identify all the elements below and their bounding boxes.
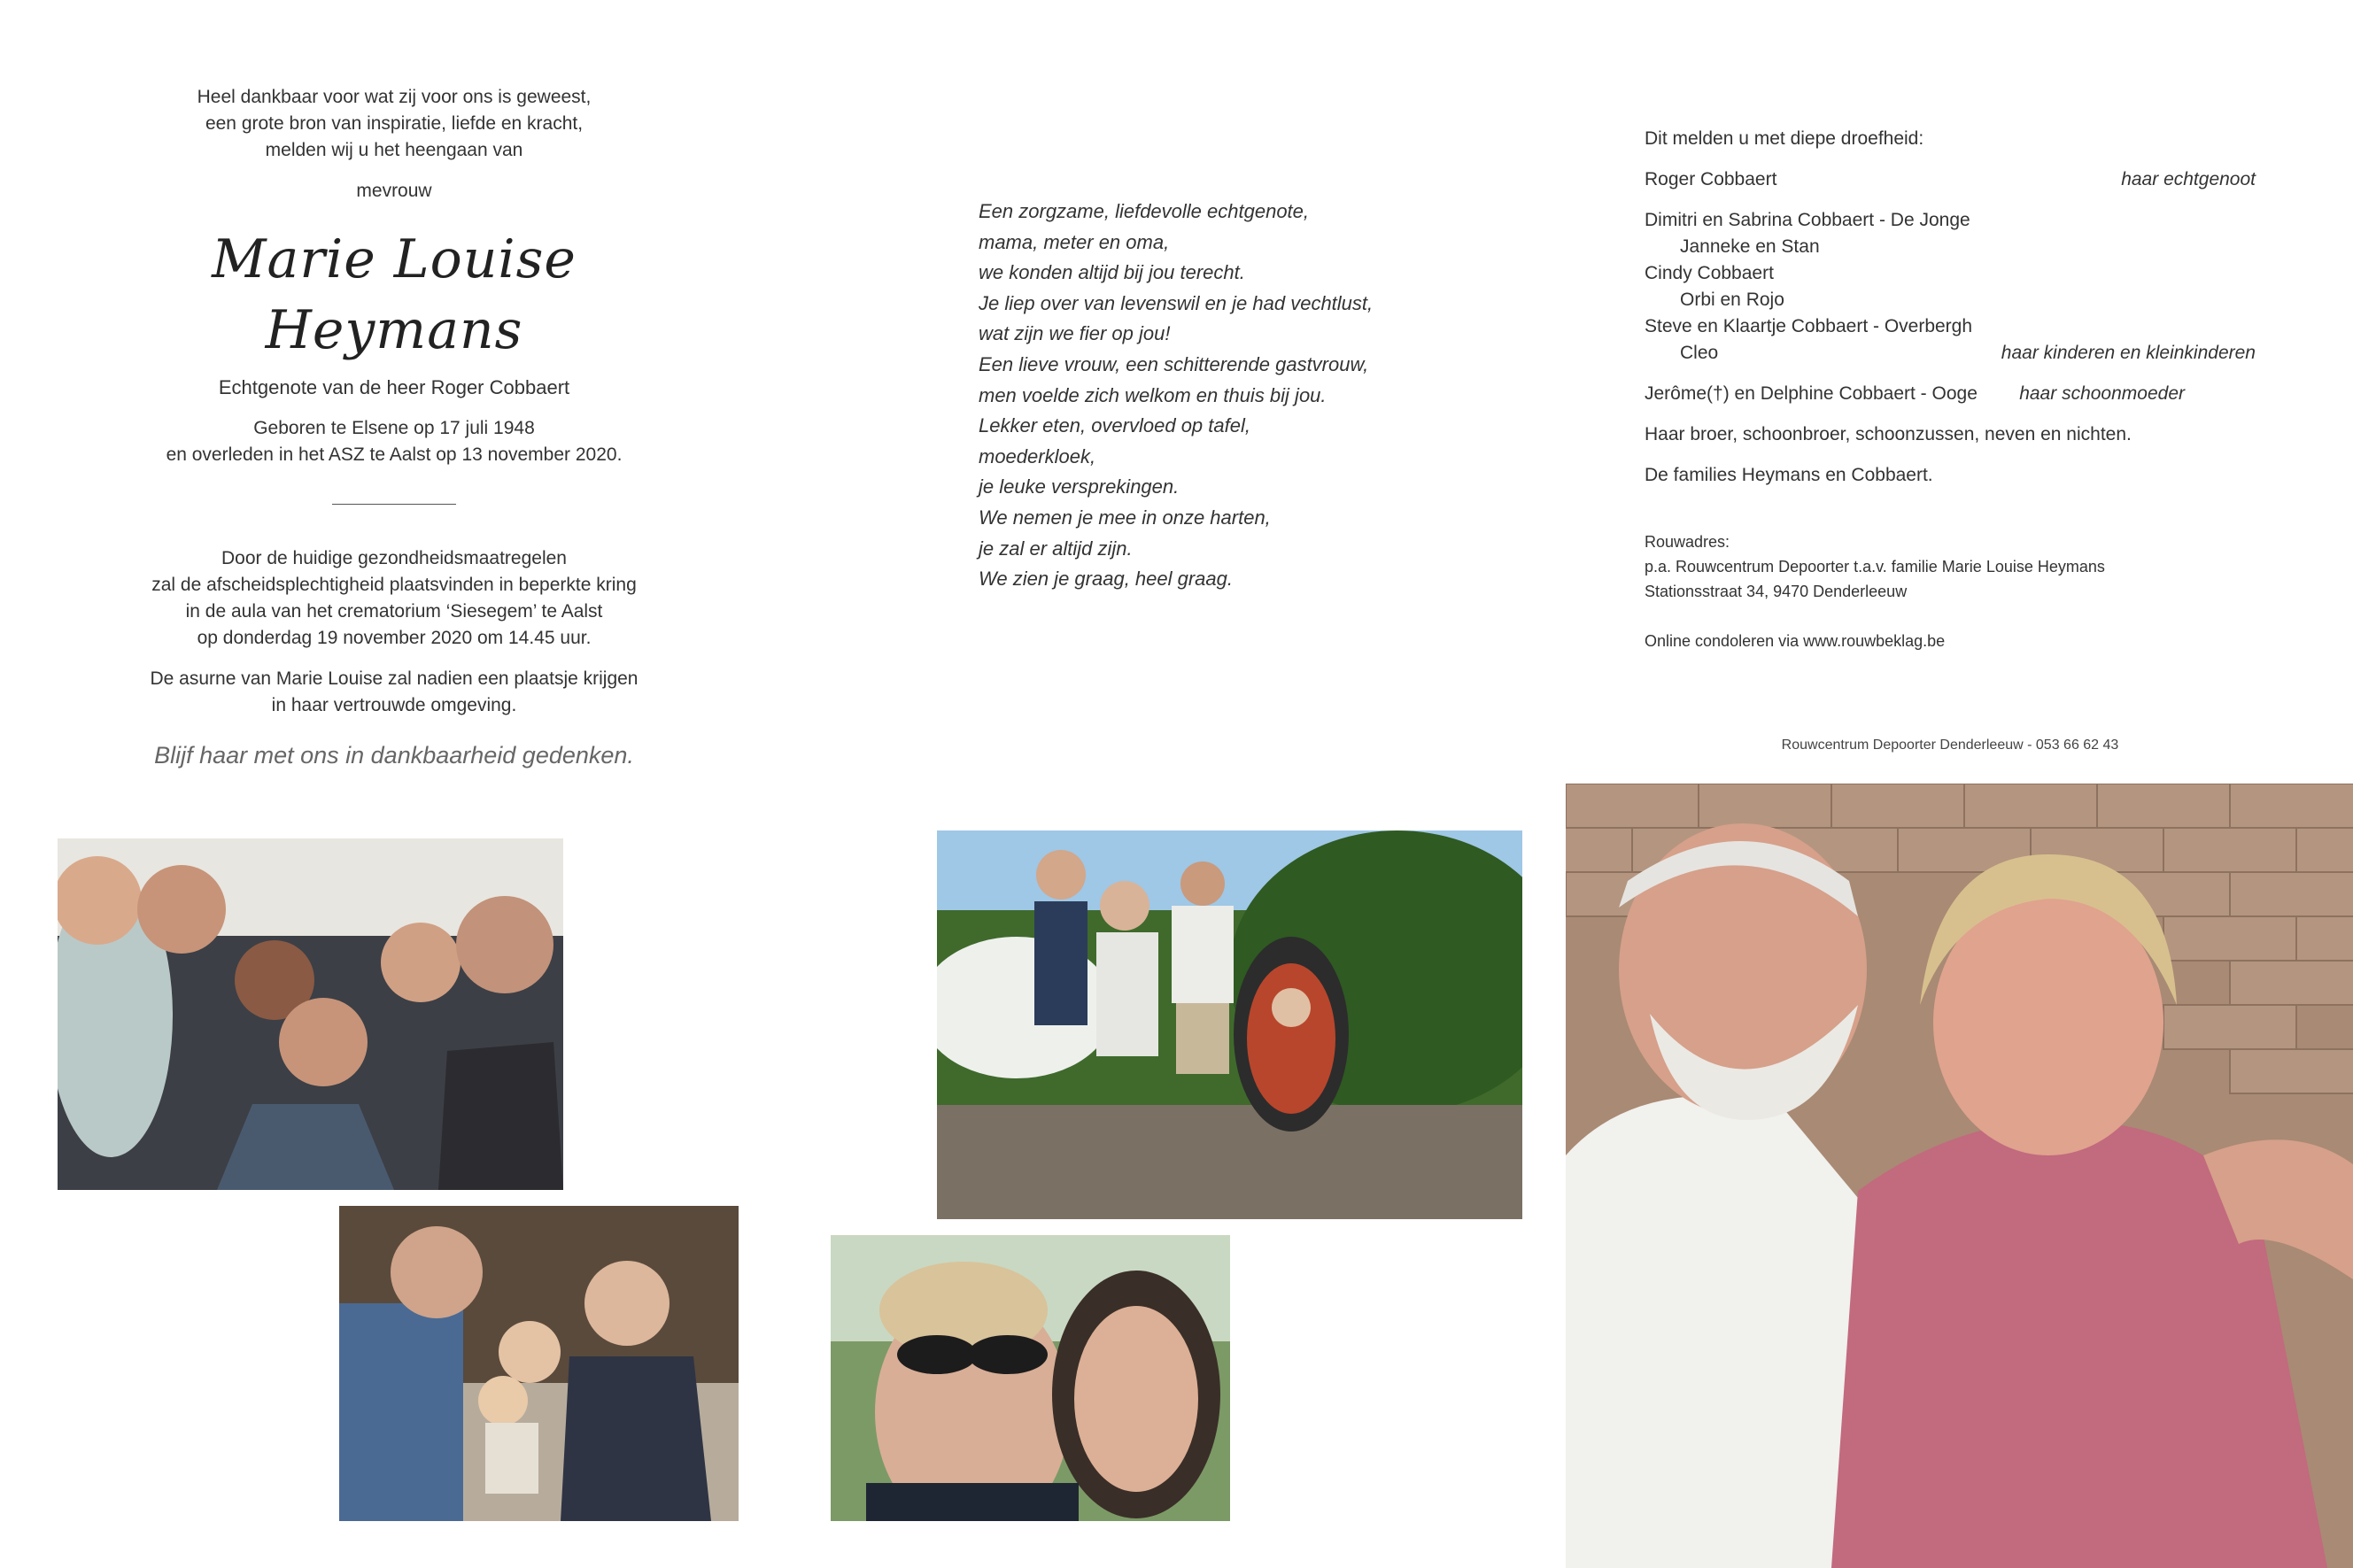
siblings-text: Haar broer, schoonbroer, schoonzussen, neven en nichten. [1645,424,2132,444]
inlaw-relation: haar schoonmoeder [2019,383,2185,404]
garden-photo [937,830,1522,1219]
family-intro-text: Dit melden u met diepe droefheid: [1645,128,1924,149]
child-name: Cindy Cobbaert [1645,263,1774,283]
poem-line: We zien je graag, heel graag. [979,568,1233,591]
couple-photo [1566,784,2353,1568]
husband-name: Roger Cobbaert [1645,169,1777,189]
families-text: De families Heymans en Cobbaert. [1645,465,1933,485]
grandchildren-names: Janneke en Stan [1680,236,1820,257]
poem-line: We nemen je mee in onze harten, [979,506,1271,529]
grandchildren-names: Orbi en Rojo [1680,290,1784,310]
announcement-column [133,84,655,769]
family-row-inlaw [1645,381,2256,407]
ashes-line-1: De asurne van Marie Louise zal nadien een plaatsje krijgen [150,668,639,689]
deceased-name: Marie Louise Heymans [212,228,577,361]
ceremony-line-3: in de aula van het crematorium ‘Siesegem’ te Aalst [185,601,603,622]
families-row [1645,462,2256,489]
family-row-husband [1645,166,2256,193]
spouse-line: Echtgenote van de heer Roger Cobbaert [218,376,570,398]
poem-line: Je liep over van levenswil en je had vechtlust, [979,291,1374,314]
intro-line-2: een grote bron van inspiratie, liefde en kracht, [205,113,584,134]
funeral-home-footer: Rouwcentrum Depoorter Denderleeuw - 053 66 62 43 [1781,738,2119,753]
family-intro [1645,126,2256,152]
salutation: mevrouw [356,181,432,201]
divider [332,504,456,505]
intro-line-1: Heel dankbaar voor wat zij voor ons is geweest, [197,87,592,107]
poem-line: Een lieve vrouw, een schitterende gastvrouw, [979,352,1369,375]
family-row-grandchildren [1645,287,2256,313]
ceremony-line-1: Door de huidige gezondheidsmaatregelen [221,548,567,568]
ashes-line-2: in haar vertrouwde omgeving. [271,695,517,715]
family-photo-group [58,838,563,1190]
family-row-grandchildren [1645,234,2256,260]
poem-line: je leuke versprekingen. [979,475,1180,498]
death-line: en overleden in het ASZ te Aalst op 13 november 2020. [166,444,623,465]
family-column [1645,126,2256,653]
siblings-row [1645,421,2256,448]
poem-line: Een zorgzame, liefdevolle echtgenote, [979,200,1310,222]
poem [979,197,1474,595]
family-row-child [1645,207,2256,234]
husband-relation: haar echtgenoot [2121,169,2256,189]
poem-line: mama, meter en oma, [979,230,1170,253]
family-photo-couch [339,1206,739,1521]
poem-line: Lekker eten, overvloed op tafel, [979,414,1250,437]
inlaw-name: Jerôme(†) en Delphine Cobbaert - Ooge [1645,383,1978,404]
poem-line: wat zijn we fier op jou! [979,322,1171,345]
family-row-grandchildren [1645,340,2256,367]
poem-line: je zal er altijd zijn. [979,537,1133,560]
birth-line: Geboren te Elsene op 17 juli 1948 [253,418,535,438]
online-condolence: Online condoleren via www.rouwbeklag.be [1645,632,1946,650]
ceremony-line-2: zal de afscheidsplechtigheid plaatsvinden in beperkte kring [151,575,637,595]
family-row-child [1645,260,2256,287]
poem-line: men voelde zich welkom en thuis bij jou. [979,383,1327,406]
closing-line: Blijf haar met ons in dankbaarheid gedenken. [154,742,634,769]
selfie-photo [831,1235,1230,1521]
child-name: Steve en Klaartje Cobbaert - Overbergh [1645,316,1973,336]
poem-line: we konden altijd bij jou terecht. [979,261,1245,284]
address-label: Rouwadres: [1645,533,1730,551]
address-line-1: p.a. Rouwcentrum Depoorter t.a.v. familie Marie Louise Heymans [1645,558,2105,575]
family-row-child [1645,313,2256,340]
intro-line-3: melden wij u het heengaan van [265,140,523,160]
poem-line: moederkloek, [979,444,1096,467]
grandchildren-names: Cleo [1680,343,1719,363]
ceremony-line-4: op donderdag 19 november 2020 om 14.45 uur. [197,628,592,648]
address-line-2: Stationsstraat 34, 9470 Denderleeuw [1645,583,1908,600]
child-name: Dimitri en Sabrina Cobbaert - De Jonge [1645,210,1970,230]
children-relation: haar kinderen en kleinkinderen [2001,343,2256,363]
